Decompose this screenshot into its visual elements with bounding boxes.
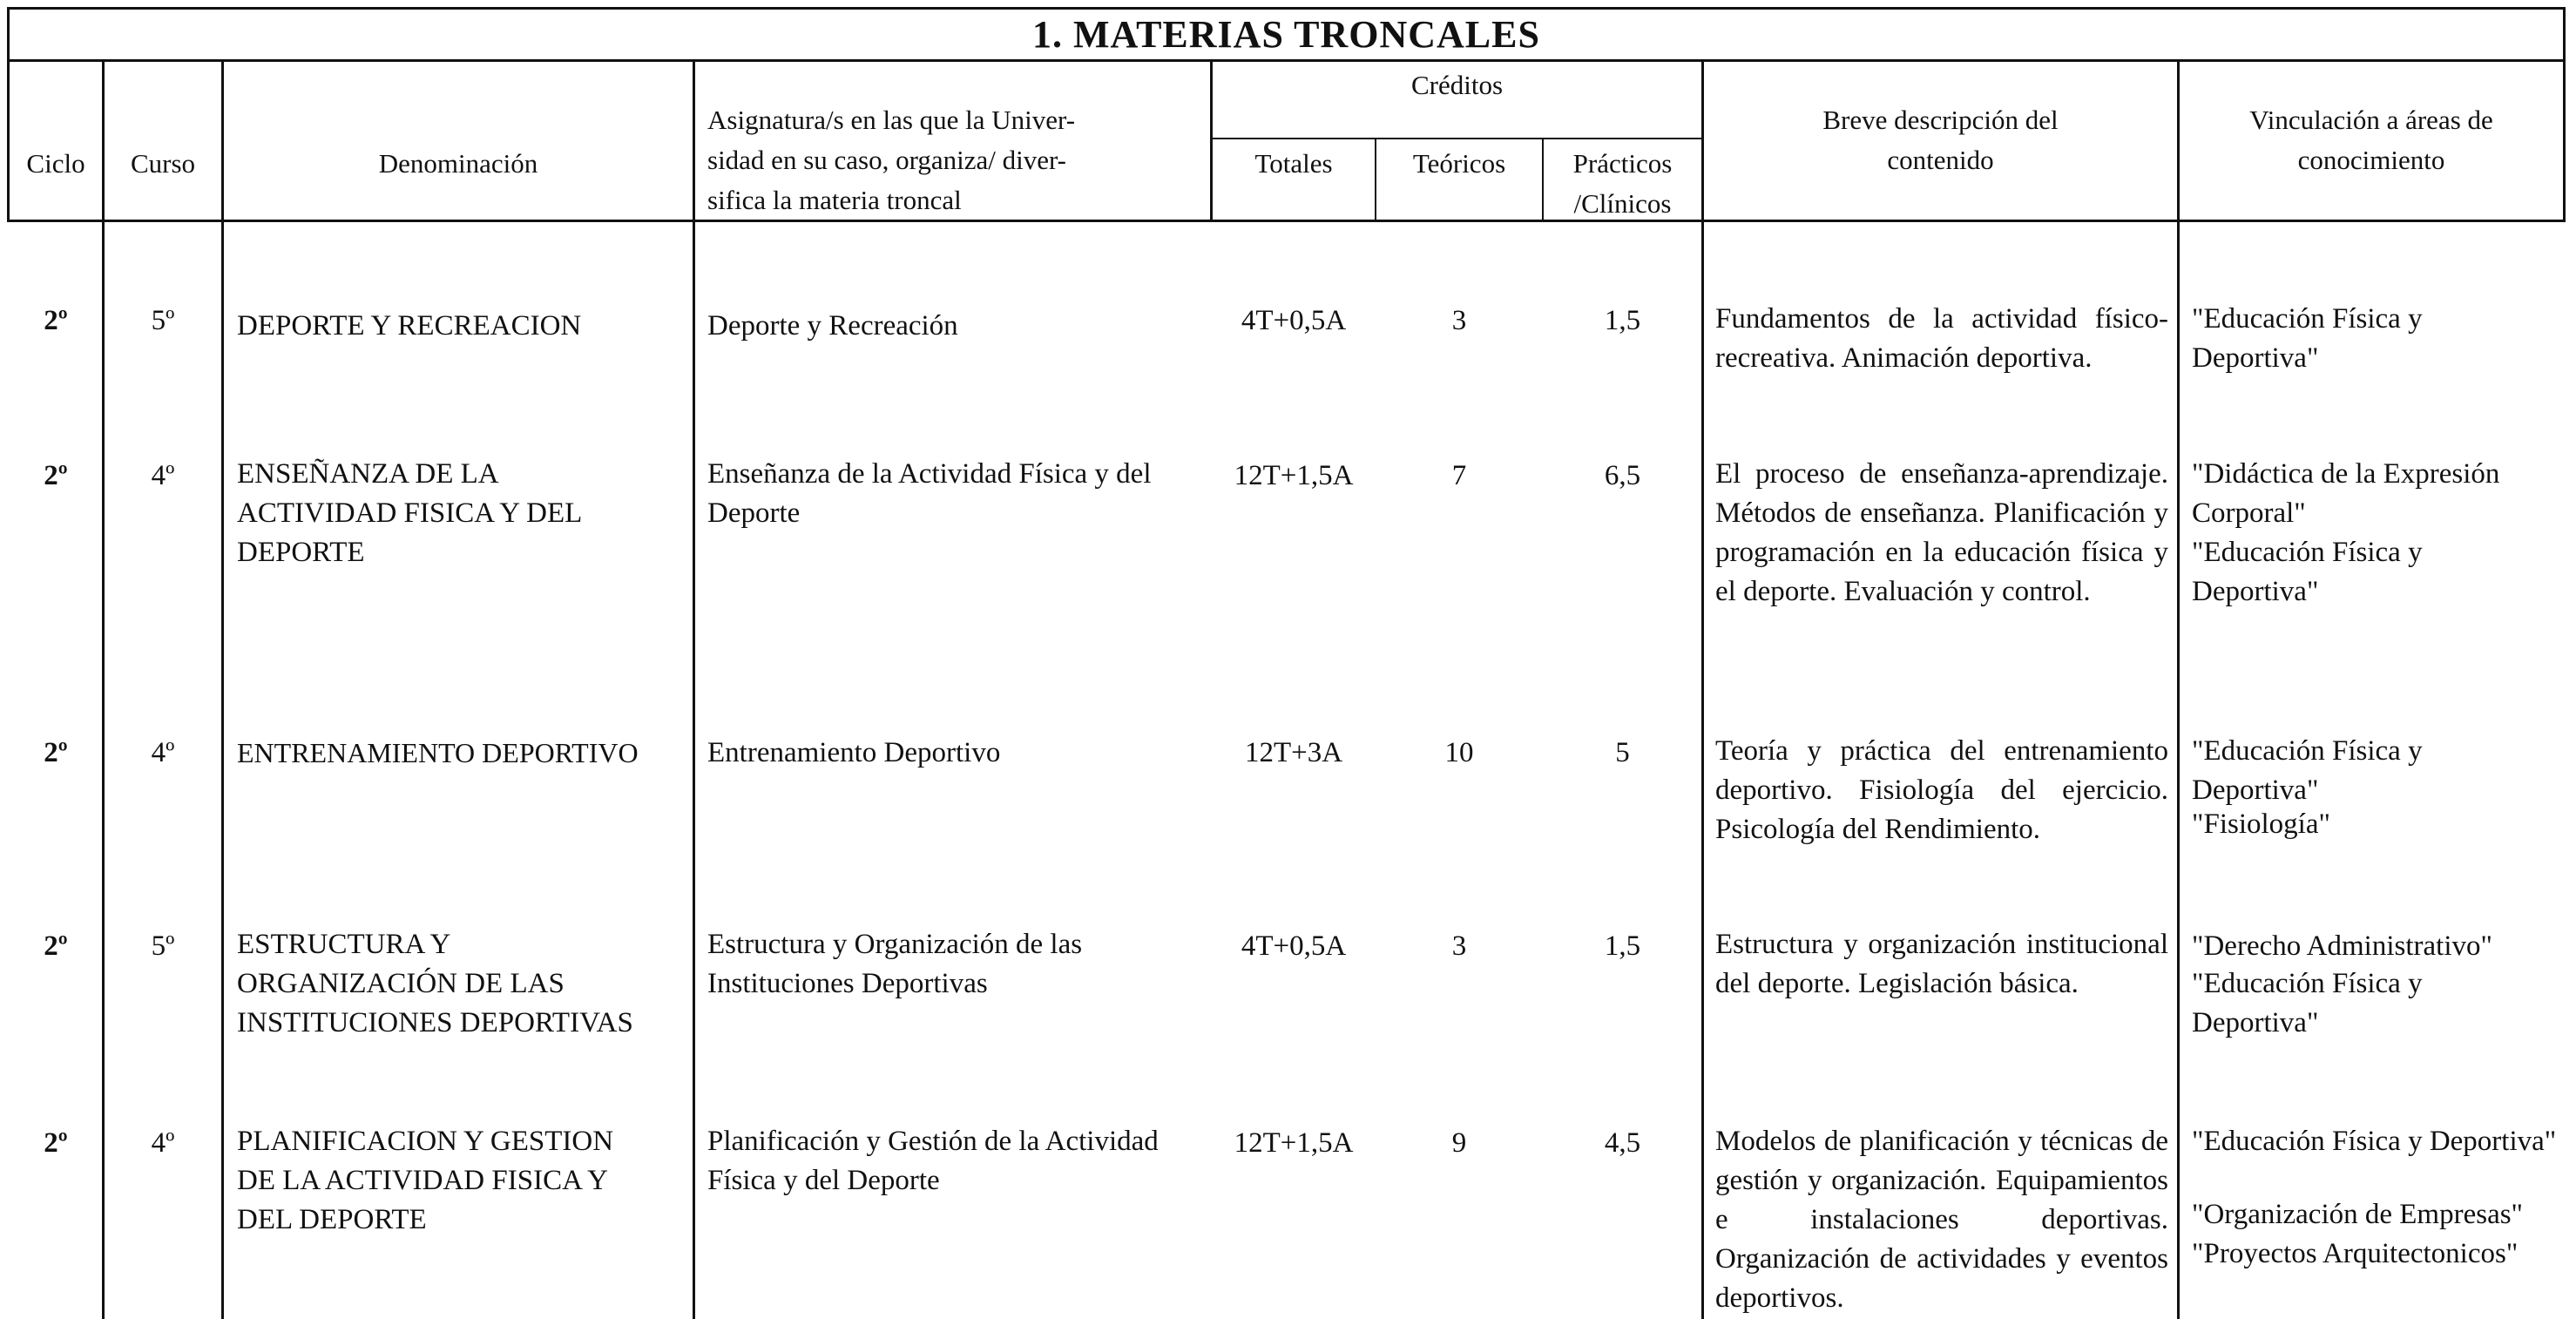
cell-denominacion: ENTRENAMIENTO DEPORTIVO <box>237 737 639 768</box>
header-totales: Totales <box>1254 148 1333 179</box>
table-title: 1. MATERIAS TRONCALES <box>1032 13 1540 56</box>
header-descripcion-line-2: contenido <box>1887 145 1994 175</box>
col-rule-creditos <box>1701 59 1704 1319</box>
cell-vinculacion-3: "Proyectos Arquitectonicos" <box>2192 1238 2519 1269</box>
header-asignatura-line-1: Asignatura/s en las que la Univer- <box>707 105 1076 135</box>
cell-vinculacion-2: "Educación Física y Deportiva" <box>2192 537 2423 607</box>
cell-teoricos: 9 <box>1451 1127 1467 1159</box>
header-teoricos: Teóricos <box>1412 148 1506 179</box>
cell-descripcion: Teoría y práctica del entrenamiento deportivo. Fisiología del ejercicio. Psicología del Rendimiento. <box>1715 735 2168 845</box>
cell-denominacion: DEPORTE Y RECREACION <box>237 310 582 342</box>
cell-vinculacion-2: "Organización de Empresas" <box>2192 1199 2524 1230</box>
cell-vinculacion-1: "Educación Física y Deportiva" <box>2192 303 2423 374</box>
cell-curso: 5º <box>151 930 175 962</box>
cell-totales: 4T+0,5A <box>1241 930 1347 962</box>
cell-teoricos: 3 <box>1451 305 1467 336</box>
header-denominacion: Denominación <box>378 148 538 179</box>
cell-vinculacion-1: "Educación Física y Deportiva" <box>2192 735 2423 806</box>
cell-curso: 4º <box>151 737 175 768</box>
cell-practicos: 4,5 <box>1604 1127 1641 1159</box>
header-practicos-line-2: /Clínicos <box>1573 188 1672 219</box>
header-descripcion-line-1: Breve descripción del <box>1822 105 2059 135</box>
header-vinculacion-line-1: Vinculación a áreas de <box>2249 105 2493 135</box>
cell-vinculacion-1: "Derecho Administrativo" <box>2192 930 2492 962</box>
cell-practicos: 5 <box>1615 737 1630 768</box>
header-asignatura-line-3: sifica la materia troncal <box>707 185 962 215</box>
cell-ciclo: 2º <box>44 737 68 768</box>
cell-denominacion: ENSEÑANZA DE LA ACTIVIDAD FISICA Y DEL DEPORTE <box>237 458 582 568</box>
cell-descripcion: El proceso de enseñanza-aprendizaje. Métodos de enseñanza. Planificación y programación en la educación física y el deporte. Evaluación y control. <box>1715 458 2168 607</box>
col-rule-curso <box>221 59 224 1319</box>
cell-vinculacion-1: "Educación Física y Deportiva" <box>2192 1126 2557 1157</box>
header-vinculacion-line-2: conocimiento <box>2297 145 2445 175</box>
cell-denominacion: ESTRUCTURA Y ORGANIZACIÓN DE LAS INSTITUCIONES DEPORTIVAS <box>237 929 633 1038</box>
cell-descripcion: Estructura y organización institucional del deporte. Legislación básica. <box>1715 929 2168 999</box>
cell-asignatura: Planificación y Gestión de la Actividad Física y del Deporte <box>707 1126 1159 1196</box>
cell-teoricos: 7 <box>1451 460 1467 491</box>
cell-practicos: 1,5 <box>1604 930 1641 962</box>
col-rule-denominacion <box>693 59 695 1319</box>
cell-vinculacion-2: "Fisiología" <box>2192 808 2330 840</box>
title-bottom-rule <box>7 59 2566 62</box>
cell-asignatura: Deporte y Recreación <box>707 310 958 342</box>
table-border-top <box>7 7 2566 10</box>
cell-practicos: 6,5 <box>1604 460 1641 491</box>
cell-ciclo: 2º <box>44 305 68 336</box>
header-creditos: Créditos <box>1410 70 1504 100</box>
cell-curso: 4º <box>151 460 175 491</box>
cell-asignatura: Enseñanza de la Actividad Física y del Deporte <box>707 458 1152 529</box>
header-bottom-rule <box>7 220 2566 222</box>
header-curso: Curso <box>130 148 196 179</box>
cell-totales: 4T+0,5A <box>1241 305 1347 336</box>
cell-totales: 12T+1,5A <box>1234 1127 1354 1159</box>
header-ciclo: Ciclo <box>26 148 85 179</box>
creditos-sub-rule <box>1210 138 1703 139</box>
cell-curso: 5º <box>151 305 175 336</box>
header-practicos-line-1: Prácticos <box>1572 148 1673 179</box>
cell-vinculacion-1: "Didáctica de la Expresión Corporal" <box>2192 458 2500 529</box>
cell-practicos: 1,5 <box>1604 305 1641 336</box>
cell-asignatura: Entrenamiento Deportivo <box>707 737 1001 768</box>
col-rule-descripcion <box>2177 59 2180 1319</box>
cell-descripcion: Modelos de planificación y técnicas de gestión y organización. Equipamientos e instalaciones deportivas. Organización de actividades y eventos deportivos. <box>1715 1126 2168 1314</box>
cell-ciclo: 2º <box>44 1127 68 1159</box>
cell-descripcion: Fundamentos de la actividad físico-recreativa. Animación deportiva. <box>1715 303 2168 374</box>
cell-denominacion: PLANIFICACION Y GESTION DE LA ACTIVIDAD FISICA Y DEL DEPORTE <box>237 1126 614 1235</box>
header-asignatura-line-2: sidad en su caso, organiza/ diver- <box>707 145 1067 175</box>
cell-totales: 12T+3A <box>1244 737 1343 768</box>
cell-asignatura: Estructura y Organización de las Instituciones Deportivas <box>707 929 1083 999</box>
cell-vinculacion-2: "Educación Física y Deportiva" <box>2192 968 2423 1038</box>
cell-ciclo: 2º <box>44 460 68 491</box>
cell-totales: 12T+1,5A <box>1234 460 1354 491</box>
cell-curso: 4º <box>151 1127 175 1159</box>
cell-teoricos: 3 <box>1451 930 1467 962</box>
cell-teoricos: 10 <box>1444 737 1474 768</box>
cell-ciclo: 2º <box>44 930 68 962</box>
